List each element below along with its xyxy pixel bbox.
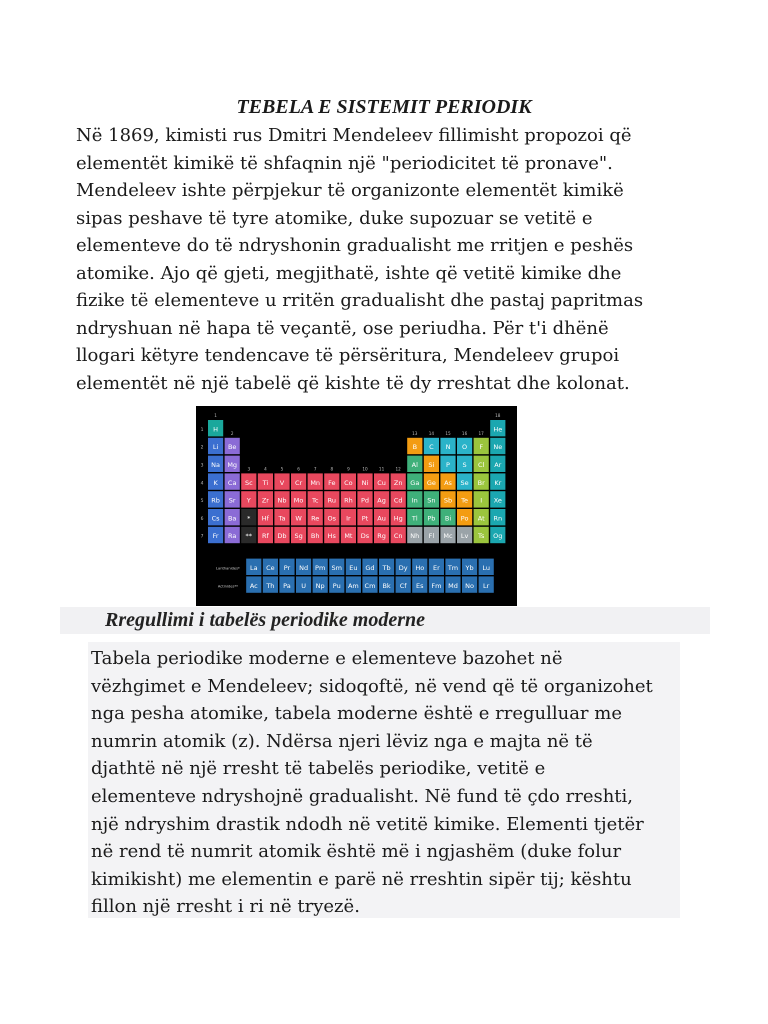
element-symbol: Ir	[346, 514, 351, 523]
element-symbol: He	[493, 425, 503, 434]
group-number: 10	[362, 466, 368, 472]
element-symbol: Re	[311, 514, 320, 523]
element-symbol: Au	[377, 514, 386, 523]
element-symbol: Er	[432, 564, 440, 572]
element-symbol: Db	[277, 532, 287, 541]
paragraph-line: fillon një rresht i ri në tryezë.	[91, 896, 360, 918]
element-symbol: Kr	[494, 478, 502, 487]
paragraph-line: fizike të elementeve u rritën gradualisht dhe pastaj papritmas	[76, 290, 644, 311]
element-symbol: Og	[493, 532, 503, 541]
group-number: 1	[214, 413, 217, 418]
element-symbol: K	[213, 478, 218, 487]
group-number: 11	[378, 466, 385, 472]
group-number: 16	[461, 430, 468, 436]
element-symbol: P	[446, 461, 450, 469]
element-symbol: Lv	[460, 532, 469, 541]
element-symbol: Th	[266, 581, 275, 590]
periodic-table-image	[196, 406, 517, 606]
element-symbol: Fr	[212, 532, 219, 541]
element-symbol: Li	[212, 443, 219, 452]
paragraph-line: djathtë në një rresht të tabelës periodike, vetitë e	[91, 758, 546, 780]
element-symbol: Am	[347, 581, 359, 590]
element-symbol: Xe	[493, 496, 502, 505]
element-symbol: Bi	[444, 514, 452, 523]
element-symbol: At	[477, 514, 485, 523]
element-symbol: Ta	[278, 514, 286, 523]
element-symbol: Lu	[482, 564, 491, 572]
element-symbol: N	[445, 443, 451, 452]
element-symbol: Sn	[427, 496, 436, 505]
element-symbol: Rf	[261, 532, 269, 541]
group-number: 9	[347, 466, 350, 472]
element-symbol: Sg	[294, 532, 303, 541]
element-symbol: Br	[477, 478, 485, 487]
element-symbol: Rn	[493, 514, 503, 523]
element-symbol: Rg	[377, 532, 386, 541]
element-symbol: Cr	[294, 478, 303, 487]
paragraph-line: kimikisht) me elementin e parë në rreshtin sipër tij; kështu	[91, 868, 632, 890]
element-symbol: Bh	[310, 532, 320, 541]
element-symbol: Sr	[228, 496, 236, 505]
paragraph-line: nga pesha atomike, tabela moderne është e rregulluar me	[91, 703, 622, 725]
element-symbol: Mg	[227, 461, 238, 469]
element-symbol: Mn	[310, 478, 321, 487]
element-symbol: Zn	[393, 478, 403, 487]
intro-paragraph	[76, 122, 696, 397]
element-symbol: Ti	[262, 478, 269, 487]
element-symbol: No	[465, 581, 475, 590]
element-symbol: Pm	[315, 564, 326, 572]
element-symbol: Na	[211, 461, 221, 469]
page-title: TEBELA E SISTEMIT PERIODIK	[236, 96, 532, 118]
paragraph-line: elementët kimikë të shfaqnin një "periodicitet të pronave".	[76, 152, 613, 174]
element-symbol: U	[301, 581, 306, 590]
paragraph-line: një ndryshim drastik ndodh në vetitë kimike. Elementi tjetër	[91, 813, 644, 835]
element-symbol: B	[412, 443, 418, 452]
element-symbol: Se	[460, 478, 469, 487]
element-symbol: Ra	[228, 532, 237, 541]
element-symbol: Si	[428, 461, 435, 469]
period-number: 3	[200, 463, 204, 469]
element-symbol: **	[245, 532, 253, 541]
period-number: 1	[200, 427, 204, 433]
group-number: 3	[247, 466, 251, 472]
group-number: 13	[412, 430, 418, 436]
element-symbol: Po	[460, 514, 469, 523]
group-number: 2	[230, 430, 234, 436]
element-symbol: Co	[344, 478, 353, 487]
period-number: 6	[200, 516, 204, 522]
period-number: 4	[200, 481, 204, 487]
paragraph-line: ndryshuan në hapa të veçantë, ose periudha. Për t'i dhënë	[76, 317, 609, 339]
element-symbol: Cf	[399, 581, 407, 590]
element-symbol: Pd	[360, 496, 370, 505]
paragraph-line: elementeve ndryshojnë gradualisht. Në fund të çdo rreshti,	[91, 785, 634, 807]
element-symbol: Ca	[227, 478, 237, 487]
element-symbol: Te	[461, 496, 469, 505]
element-symbol: S	[462, 461, 467, 469]
element-symbol: Ds	[360, 532, 370, 541]
element-symbol: Ac	[249, 581, 258, 590]
element-symbol: Ag	[377, 496, 386, 505]
group-number: 8	[330, 466, 334, 472]
element-symbol: Ba	[227, 514, 237, 523]
element-symbol: In	[411, 496, 418, 505]
element-symbol: Fm	[431, 581, 442, 590]
period-number: 7	[200, 534, 204, 540]
group-number: 17	[478, 430, 484, 436]
element-symbol: Pt	[361, 514, 369, 523]
element-symbol: Sc	[244, 478, 253, 487]
element-symbol: Nh	[410, 532, 420, 541]
element-symbol: Rh	[344, 496, 353, 505]
element-symbol: Dy	[398, 564, 408, 572]
element-symbol: Es	[416, 581, 424, 590]
element-symbol: Cl	[478, 461, 485, 469]
element-symbol: Ts	[478, 532, 485, 541]
period-number: 2	[200, 445, 204, 451]
element-symbol: Cu	[377, 478, 386, 487]
element-symbol: Be	[227, 443, 237, 452]
element-symbol: Mt	[344, 532, 353, 541]
element-symbol: Nd	[299, 564, 309, 572]
element-symbol: Gd	[365, 564, 375, 572]
element-symbol: Hs	[327, 532, 336, 541]
element-symbol: Cs	[211, 514, 220, 523]
group-number: 7	[313, 466, 317, 472]
element-symbol: Rb	[211, 496, 220, 505]
element-symbol: Y	[246, 496, 251, 505]
element-symbol: Ni	[361, 478, 369, 487]
element-symbol: Ne	[493, 443, 503, 452]
paragraph-line: Mendeleev ishte përpjekur të organizonte elementët kimikë	[76, 180, 624, 201]
element-symbol: H	[213, 425, 219, 434]
element-symbol: Lr	[483, 581, 490, 590]
group-number: 6	[297, 466, 300, 472]
element-symbol: Hg	[393, 514, 403, 523]
element-symbol: Pb	[427, 514, 436, 523]
element-symbol: *	[247, 514, 251, 523]
element-symbol: Fe	[328, 478, 336, 487]
element-symbol: Mc	[443, 532, 453, 541]
body-paragraph	[91, 645, 681, 921]
element-symbol: W	[295, 514, 302, 523]
element-symbol: Tm	[447, 564, 459, 572]
element-symbol: F	[479, 443, 484, 452]
element-symbol: Pa	[283, 581, 291, 590]
periodic-table-graphic	[196, 406, 517, 606]
element-symbol: Tb	[382, 564, 391, 572]
period-number: 5	[200, 499, 204, 505]
group-number: 4	[264, 466, 267, 472]
lanthanides-label: Lanthanides*	[216, 566, 240, 571]
paragraph-line: Tabela periodike moderne e elementeve bazohet në	[91, 648, 563, 669]
element-symbol: Ar	[494, 461, 502, 469]
element-symbol: Ho	[415, 564, 425, 572]
element-symbol: V	[279, 478, 285, 487]
element-symbol: I	[480, 496, 483, 505]
element-symbol: La	[249, 564, 258, 572]
element-symbol: Ge	[426, 478, 436, 487]
paragraph-line: sipas peshave të tyre atomike, duke supozuar se vetitë e	[76, 207, 593, 229]
group-number: 12	[395, 466, 401, 472]
element-symbol: Nb	[277, 496, 287, 505]
element-symbol: Hf	[261, 514, 269, 523]
element-symbol: Md	[448, 581, 458, 590]
element-symbol: Bk	[382, 581, 391, 590]
paragraph-line: elementeve do të ndryshonin gradualisht me rritjen e peshës	[76, 235, 634, 256]
element-symbol: Fl	[428, 532, 435, 541]
paragraph-line: Në 1869, kimisti rus Dmitri Mendeleev fillimisht propozoi që	[76, 125, 632, 146]
element-symbol: Al	[411, 461, 418, 469]
element-symbol: Ga	[410, 478, 420, 487]
element-symbol: Eu	[349, 564, 358, 572]
element-symbol: Ce	[266, 564, 275, 572]
element-symbol: Sb	[443, 496, 453, 505]
element-symbol: Ru	[327, 496, 336, 505]
element-symbol: Mo	[293, 496, 304, 505]
element-symbol: Pr	[283, 564, 291, 572]
section-subtitle: Rregullimi i tabelës periodike moderne	[105, 609, 425, 631]
paragraph-line: atomike. Ajo që gjeti, megjithatë, ishte që vetitë kimike dhe	[76, 262, 622, 284]
element-symbol: C	[429, 443, 434, 452]
actinides-label: Actinides**	[217, 584, 238, 589]
element-symbol: Tl	[411, 514, 418, 523]
group-number: 18	[495, 413, 501, 418]
element-symbol: Np	[315, 581, 325, 590]
element-symbol: Cm	[364, 581, 376, 590]
element-symbol: Yb	[465, 564, 474, 572]
group-number: 14	[428, 430, 435, 436]
element-symbol: O	[462, 443, 468, 452]
element-symbol: Zr	[261, 496, 269, 505]
element-symbol: Tc	[311, 496, 319, 505]
element-symbol: Os	[327, 514, 337, 523]
element-symbol: Sm	[331, 564, 343, 572]
paragraph-line: elementët në një tabelë që kishte të dy rreshtat dhe kolonat.	[76, 372, 630, 394]
paragraph-line: numrin atomik (z). Ndërsa njeri lëviz nga e majta në të	[91, 730, 593, 752]
element-symbol: As	[444, 478, 452, 487]
group-number: 15	[445, 430, 451, 436]
element-symbol: Pu	[332, 581, 341, 590]
element-symbol: Cn	[393, 532, 403, 541]
group-number: 5	[280, 466, 284, 472]
paragraph-line: vëzhgimet e Mendeleev; sidoqoftë, në vend që të organizohet	[91, 675, 653, 697]
paragraph-line: llogari këtyre tendencave të përsëritura, Mendeleev grupoi	[76, 345, 620, 366]
element-symbol: Cd	[393, 496, 403, 505]
paragraph-line: në rend të numrit atomik është më i ngjashëm (duke folur	[91, 841, 622, 863]
